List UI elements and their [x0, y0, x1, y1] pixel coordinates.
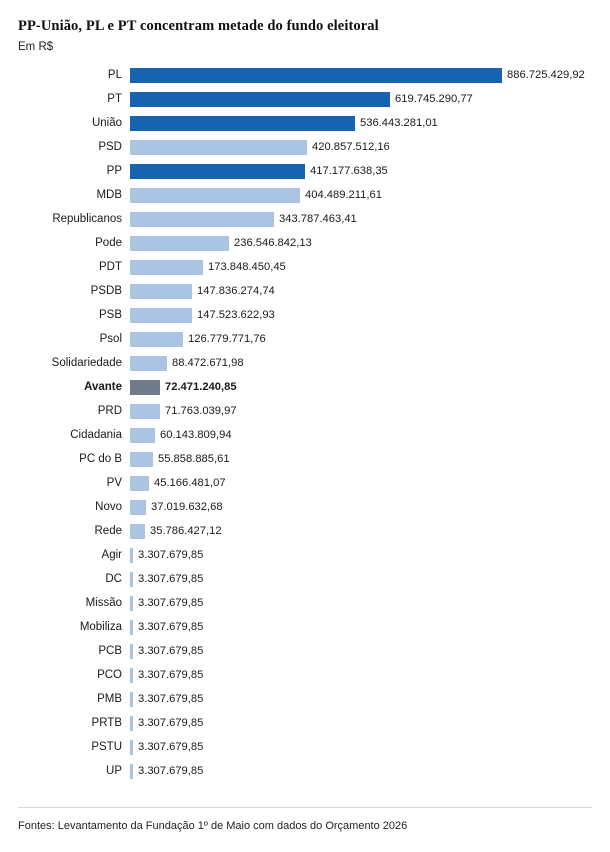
- bar-area: [130, 615, 600, 639]
- chart-row: [10, 711, 600, 735]
- category-label: PRTB: [91, 717, 122, 729]
- category-label: Novo: [95, 501, 122, 513]
- bar-value-label: 126.779.771,76: [188, 333, 266, 345]
- bar-value-label: 417.177.638,35: [310, 165, 388, 177]
- bar-value-label: 420.857.512,16: [312, 141, 390, 153]
- bar-area: [130, 759, 600, 783]
- category-label: PP: [106, 165, 122, 177]
- chart-row: [10, 567, 600, 591]
- bar-value-label: 60.143.809,94: [160, 429, 232, 441]
- bar-value-label: 236.546.842,13: [234, 237, 312, 249]
- bar: [130, 68, 502, 83]
- bar-value-label: 3.307.679,85: [138, 765, 204, 777]
- bar-area: [130, 279, 600, 303]
- bar-value-label: 147.523.622,93: [197, 309, 275, 321]
- category-label: PCO: [97, 669, 122, 681]
- bar: [130, 476, 149, 491]
- category-label: PL: [107, 69, 122, 81]
- bar-area: [130, 471, 600, 495]
- bar-value-label: 35.786.427,12: [150, 525, 222, 537]
- chart-row: [10, 255, 600, 279]
- bar: [130, 164, 305, 179]
- bar-value-label: 72.471.240,85: [165, 381, 237, 393]
- bar-area: [130, 543, 600, 567]
- bar-area: [130, 303, 600, 327]
- bar-area: [130, 183, 600, 207]
- chart-row: [10, 279, 600, 303]
- bar-area: [130, 495, 600, 519]
- bar: [130, 140, 307, 155]
- category-label: MDB: [96, 189, 122, 201]
- chart-row: [10, 375, 600, 399]
- bar-area: [130, 423, 600, 447]
- category-label: Psol: [99, 333, 122, 345]
- chart-row: [10, 327, 600, 351]
- bar-area: [130, 63, 600, 87]
- chart-row: [10, 591, 600, 615]
- bar-area: [130, 735, 600, 759]
- category-label: Rede: [94, 525, 122, 537]
- chart-row: [10, 759, 600, 783]
- chart-row: [10, 447, 600, 471]
- bar-area: [130, 519, 600, 543]
- bar-area: [130, 591, 600, 615]
- bar-value-label: 45.166.481,07: [154, 477, 226, 489]
- category-label: Republicanos: [52, 213, 122, 225]
- bar-area: [130, 207, 600, 231]
- bar-value-label: 55.858.885,61: [158, 453, 230, 465]
- bar-area: [130, 399, 600, 423]
- bar-value-label: 3.307.679,85: [138, 597, 204, 609]
- category-label: PSB: [98, 309, 122, 321]
- chart-row: [10, 543, 600, 567]
- bar-area: [130, 351, 600, 375]
- bar: [130, 212, 274, 227]
- chart-row: [10, 615, 600, 639]
- chart-row: [10, 351, 600, 375]
- chart-row: [10, 639, 600, 663]
- bar-value-label: 886.725.429,92: [507, 69, 585, 81]
- chart-row: [10, 207, 600, 231]
- bar-value-label: 3.307.679,85: [138, 621, 204, 633]
- bar-area: [130, 375, 600, 399]
- category-label: PSD: [98, 141, 122, 153]
- bar-value-label: 343.787.463,41: [279, 213, 357, 225]
- bar: [130, 236, 229, 251]
- bar-value-label: 37.019.632,68: [151, 501, 223, 513]
- chart-row: [10, 159, 600, 183]
- chart-row: [10, 111, 600, 135]
- bar-area: [130, 87, 600, 111]
- bar-value-label: 3.307.679,85: [138, 645, 204, 657]
- bar-area: [130, 663, 600, 687]
- bar-area: [130, 135, 600, 159]
- category-label: PSDB: [90, 285, 122, 297]
- category-label: PV: [106, 477, 122, 489]
- category-label: Cidadania: [70, 429, 122, 441]
- category-label: PSTU: [91, 741, 122, 753]
- category-label: Agir: [101, 549, 122, 561]
- footer-divider: [18, 807, 592, 808]
- category-label: Avante: [84, 381, 122, 393]
- bar-value-label: 173.848.450,45: [208, 261, 286, 273]
- bar: [130, 332, 183, 347]
- bar-area: [130, 687, 600, 711]
- category-label: Missão: [85, 597, 122, 609]
- category-label: PCB: [98, 645, 122, 657]
- bar: [130, 116, 355, 131]
- bar-area: [130, 567, 600, 591]
- bar-value-label: 3.307.679,85: [138, 669, 204, 681]
- bar-area: [130, 231, 600, 255]
- chart-row: [10, 663, 600, 687]
- page-title: PP-União, PL e PT concentram metade do fundo eleitoral: [18, 18, 379, 34]
- bar: [130, 308, 192, 323]
- chart-row: [10, 183, 600, 207]
- bar-value-label: 3.307.679,85: [138, 741, 204, 753]
- category-label: Solidariedade: [51, 357, 122, 369]
- chart-row: [10, 399, 600, 423]
- chart-row: [10, 471, 600, 495]
- category-label: União: [91, 117, 122, 129]
- bar: [130, 92, 390, 107]
- bar: [130, 356, 167, 371]
- bar: [130, 284, 192, 299]
- chart-row: [10, 519, 600, 543]
- chart-row: [10, 135, 600, 159]
- bar: [130, 428, 155, 443]
- chart-row: [10, 687, 600, 711]
- chart-row: [10, 495, 600, 519]
- bar: [130, 380, 160, 395]
- bar-area: [130, 159, 600, 183]
- bar: [130, 500, 146, 515]
- category-label: PMB: [97, 693, 122, 705]
- bar-value-label: 536.443.281,01: [360, 117, 438, 129]
- bar-value-label: 619.745.290,77: [395, 93, 473, 105]
- bar-chart: [10, 63, 600, 783]
- category-label: Mobiliza: [79, 621, 122, 633]
- chart-row: [10, 735, 600, 759]
- bar-value-label: 88.472.671,98: [172, 357, 244, 369]
- category-label: PT: [107, 93, 122, 105]
- bar-value-label: 3.307.679,85: [138, 693, 204, 705]
- bar-value-label: 147.836.274,74: [197, 285, 275, 297]
- bar-value-label: 404.489.211,61: [305, 189, 382, 201]
- bar-value-label: 3.307.679,85: [138, 573, 204, 585]
- category-label: UP: [106, 765, 122, 777]
- category-label: Pode: [95, 237, 122, 249]
- bar-area: [130, 111, 600, 135]
- category-label: PRD: [97, 405, 122, 417]
- category-label: DC: [105, 573, 122, 585]
- category-label: PDT: [99, 261, 122, 273]
- bar: [130, 260, 203, 275]
- bar-value-label: 3.307.679,85: [138, 549, 204, 561]
- bar: [130, 404, 160, 419]
- bar-area: [130, 327, 600, 351]
- chart-row: [10, 231, 600, 255]
- chart-row: [10, 87, 600, 111]
- bar: [130, 452, 153, 467]
- bar-area: [130, 711, 600, 735]
- bar: [130, 188, 300, 203]
- bar: [130, 524, 145, 539]
- chart-row: [10, 423, 600, 447]
- category-label: PC do B: [79, 453, 122, 465]
- chart-subtitle: Em R$: [18, 41, 54, 53]
- source-note: Fontes: Levantamento da Fundação 1º de Maio com dados do Orçamento 2026: [18, 820, 408, 832]
- bar-value-label: 71.763.039,97: [165, 405, 237, 417]
- bar-area: [130, 255, 600, 279]
- chart-row: [10, 303, 600, 327]
- chart-row: [10, 63, 600, 87]
- bar-area: [130, 447, 600, 471]
- bar-area: [130, 639, 600, 663]
- bar-value-label: 3.307.679,85: [138, 717, 204, 729]
